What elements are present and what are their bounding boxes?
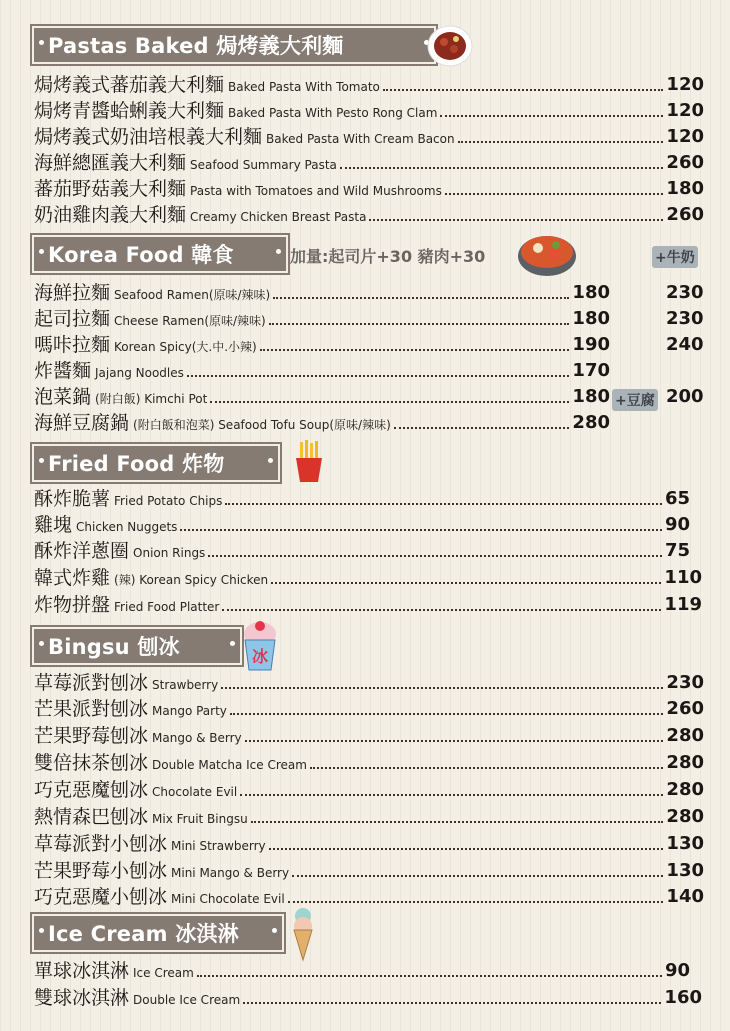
item-name-en: Fried Potato Chips	[114, 494, 223, 508]
item-name-zh: 韓式炸雞	[34, 567, 111, 589]
ice-cream-cone-icon	[290, 906, 316, 966]
item-price: 280	[666, 725, 704, 746]
item-name-en: Pasta with Tomatoes and Wild Mushrooms	[190, 184, 442, 198]
dot-leader	[260, 349, 570, 351]
item-name-en: Mini Chocolate Evil	[171, 892, 285, 906]
fried-section-banner: Fried Food 炸物	[34, 446, 278, 480]
menu-item	[34, 696, 704, 720]
bingsu-section-banner: Bingsu 刨冰	[34, 629, 240, 663]
item-price-with-tofu: 200	[666, 386, 704, 407]
item-name-zh: 泡菜鍋	[34, 386, 92, 408]
dot-leader	[269, 323, 570, 325]
dot-leader	[240, 794, 663, 796]
dot-leader	[288, 901, 664, 903]
menu-item	[34, 72, 704, 96]
menu-item	[34, 384, 610, 408]
menu-item	[34, 958, 690, 982]
menu-item	[34, 306, 610, 330]
item-price: 120	[666, 100, 704, 121]
item-price: 65	[664, 488, 690, 509]
item-name-zh: 酥炸脆薯	[34, 488, 111, 510]
item-price: 280	[572, 412, 610, 433]
dot-leader	[243, 1002, 661, 1004]
menu-item	[34, 884, 704, 908]
item-price: 90	[664, 514, 690, 535]
item-name-en: Cheese Ramen(原味/辣味)	[114, 314, 266, 328]
menu-item	[34, 750, 704, 774]
item-name-en: Double Matcha Ice Cream	[152, 758, 307, 772]
item-name-zh: 海鮮拉麵	[34, 282, 111, 304]
item-name-zh: 焗烤義式奶油培根義大利麵	[34, 126, 263, 148]
item-name-en: Seafood Summary Pasta	[190, 158, 337, 172]
item-name-zh: 芒果野莓刨冰	[34, 725, 149, 747]
dot-leader	[210, 401, 569, 403]
menu-item	[34, 985, 702, 1009]
item-price: 120	[666, 126, 704, 147]
dot-leader	[197, 975, 662, 977]
item-name-zh: 芒果派對刨冰	[34, 698, 149, 720]
dot-leader	[440, 115, 663, 117]
shaved-ice-icon	[240, 618, 280, 676]
dot-leader	[221, 687, 663, 689]
dot-leader	[394, 427, 570, 429]
item-name-zh: 巧克惡魔刨冰	[34, 779, 149, 801]
menu-item	[34, 332, 610, 356]
french-fries-icon	[290, 438, 328, 488]
pasta-section-banner: Pastas Baked 焗烤義大利麵	[34, 28, 434, 62]
menu-item	[34, 565, 702, 589]
item-name-zh: 草莓派對刨冰	[34, 672, 149, 694]
menu-item	[34, 512, 690, 536]
korea-add-on-note: 加量:起司片+30 豬肉+30	[290, 247, 486, 266]
item-price: 130	[666, 860, 704, 881]
item-price: 260	[666, 152, 704, 173]
item-price: 280	[666, 806, 704, 827]
dot-leader	[208, 555, 662, 557]
menu-item	[34, 858, 704, 882]
menu-item	[34, 723, 704, 747]
tofu-add-on-tag: +豆腐	[612, 389, 658, 411]
item-name-zh: 嗎咔拉麵	[34, 334, 111, 356]
item-name-zh: 巧克惡魔小刨冰	[34, 886, 168, 908]
item-price: 180	[572, 308, 610, 329]
dot-leader	[369, 219, 663, 221]
item-name-en: Chicken Nuggets	[76, 520, 178, 534]
menu-item	[34, 592, 702, 616]
item-name-zh: 單球冰淇淋	[34, 960, 130, 982]
dot-leader	[273, 297, 569, 299]
item-price: 190	[572, 334, 610, 355]
menu-item	[34, 410, 610, 434]
menu-item	[34, 804, 704, 828]
item-price-with-milk: 230	[666, 308, 704, 329]
item-name-zh: 熱情森巴刨冰	[34, 806, 149, 828]
dot-leader	[383, 89, 664, 91]
dot-leader	[225, 503, 662, 505]
item-price: 130	[666, 833, 704, 854]
item-name-en: Baked Pasta With Cream Bacon	[266, 132, 455, 146]
item-name-zh: 焗烤義式蕃茄義大利麵	[34, 74, 225, 96]
svg-text:冰: 冰	[251, 647, 269, 666]
korea-section-banner: Korea Food 韓食	[34, 237, 286, 271]
item-price-with-milk: 240	[666, 334, 704, 355]
item-name-zh: 海鮮豆腐鍋	[34, 412, 130, 434]
dot-leader	[292, 875, 663, 877]
dot-leader	[251, 821, 664, 823]
dot-leader	[340, 167, 664, 169]
item-name-zh: 雙倍抹茶刨冰	[34, 752, 149, 774]
menu-item	[34, 176, 704, 200]
item-name-en: Baked Pasta With Tomato	[228, 80, 380, 94]
hotpot-icon	[516, 228, 578, 282]
item-price: 260	[666, 698, 704, 719]
menu-item	[34, 670, 704, 694]
item-name-en: Mini Mango & Berry	[171, 866, 290, 880]
item-name-zh: 焗烤青醬蛤蜊義大利麵	[34, 100, 225, 122]
item-price: 90	[664, 960, 690, 981]
dot-leader	[310, 767, 663, 769]
item-name-en: Mix Fruit Bingsu	[152, 812, 248, 826]
menu-item	[34, 538, 690, 562]
item-name-en: Double Ice Cream	[133, 993, 241, 1007]
item-name-zh: 草莓派對小刨冰	[34, 833, 168, 855]
item-name-zh: 炸物拼盤	[34, 594, 111, 616]
item-price: 280	[666, 779, 704, 800]
item-price: 160	[664, 987, 702, 1008]
item-name-en: Mango & Berry	[152, 731, 242, 745]
dot-leader	[445, 193, 664, 195]
item-name-zh: 海鮮總匯義大利麵	[34, 152, 187, 174]
item-price: 110	[664, 567, 702, 588]
item-price: 280	[666, 752, 704, 773]
item-price: 180	[572, 282, 610, 303]
item-name-zh: 雞塊	[34, 514, 73, 536]
menu-item	[34, 98, 704, 122]
item-name-zh: 炸醬麵	[34, 360, 92, 382]
item-name-zh: 奶油雞肉義大利麵	[34, 204, 187, 226]
dot-leader	[458, 141, 664, 143]
item-price-with-milk: 230	[666, 282, 704, 303]
item-name-en: Seafood Ramen(原味/辣味)	[114, 288, 271, 302]
dot-leader	[180, 529, 662, 531]
pasta-bowl-icon	[426, 24, 474, 72]
dot-leader	[187, 375, 570, 377]
item-name-en: (附白飯和泡菜) Seafood Tofu Soup(原味/辣味)	[133, 418, 391, 432]
item-name-en: Creamy Chicken Breast Pasta	[190, 210, 367, 224]
item-name-zh: 酥炸洋蔥圈	[34, 540, 130, 562]
item-price: 170	[572, 360, 610, 381]
item-name-zh: 蕃茄野菇義大利麵	[34, 178, 187, 200]
item-price: 180	[572, 386, 610, 407]
item-name-en: Chocolate Evil	[152, 785, 238, 799]
item-name-en: Strawberry	[152, 678, 219, 692]
item-price: 260	[666, 204, 704, 225]
item-name-en: (辣) Korean Spicy Chicken	[114, 573, 269, 587]
menu-item	[34, 358, 610, 382]
item-name-en: Onion Rings	[133, 546, 206, 560]
item-name-en: Mini Strawberry	[171, 839, 266, 853]
menu-item	[34, 202, 704, 226]
item-name-en: Jajang Noodles	[95, 366, 184, 380]
item-name-en: Mango Party	[152, 704, 227, 718]
menu-item	[34, 150, 704, 174]
dot-leader	[222, 609, 661, 611]
item-price: 120	[666, 74, 704, 95]
dot-leader	[271, 582, 661, 584]
item-name-zh: 雙球冰淇淋	[34, 987, 130, 1009]
item-price: 140	[666, 886, 704, 907]
item-name-en: Baked Pasta With Pesto Rong Clam	[228, 106, 438, 120]
item-price: 230	[666, 672, 704, 693]
item-name-zh: 起司拉麵	[34, 308, 111, 330]
menu-item	[34, 777, 704, 801]
item-price: 119	[664, 594, 702, 615]
item-price: 75	[664, 540, 690, 561]
icecream-section-banner: Ice Cream 冰淇淋	[34, 916, 282, 950]
menu-item	[34, 486, 690, 510]
item-name-en: Ice Cream	[133, 966, 194, 980]
dot-leader	[245, 740, 664, 742]
menu-item	[34, 831, 704, 855]
menu-item	[34, 124, 704, 148]
dot-leader	[269, 848, 664, 850]
item-price: 180	[666, 178, 704, 199]
menu-item	[34, 280, 610, 304]
item-name-en: Fried Food Platter	[114, 600, 220, 614]
item-name-en: Korean Spicy(大.中.小辣)	[114, 340, 257, 354]
dot-leader	[230, 713, 664, 715]
milk-add-on-tag: +牛奶	[652, 246, 698, 268]
item-name-en: (附白飯) Kimchi Pot	[95, 392, 208, 406]
item-name-zh: 芒果野莓小刨冰	[34, 860, 168, 882]
